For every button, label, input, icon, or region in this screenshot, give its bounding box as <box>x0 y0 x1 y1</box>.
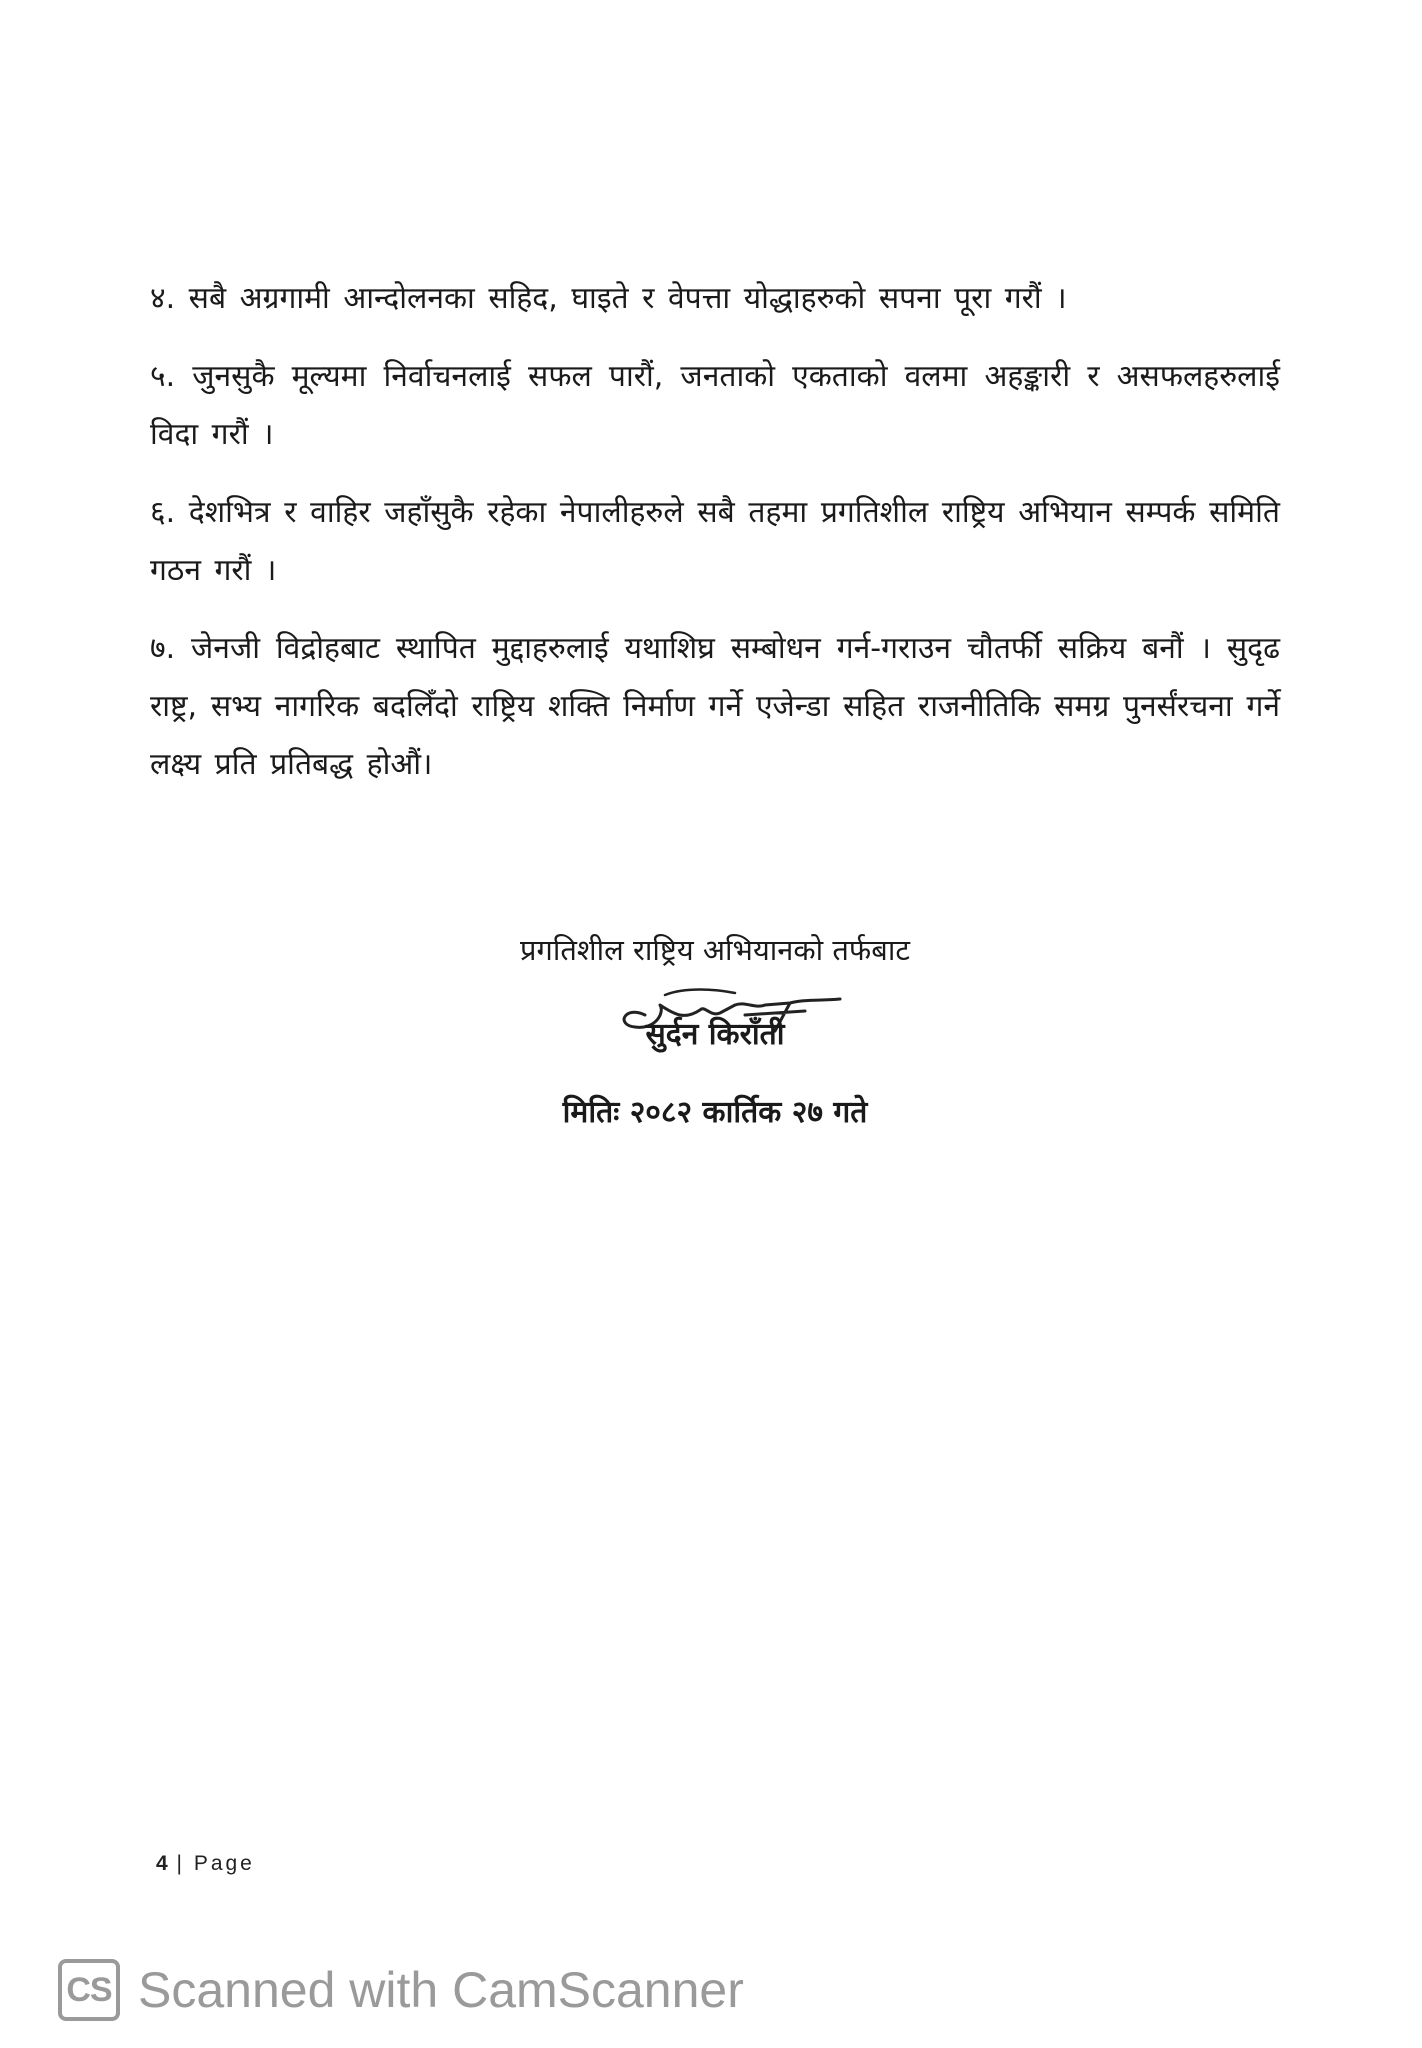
page-label: | Page <box>176 1852 255 1875</box>
watermark-text: Scanned with CamScanner <box>138 1962 744 2018</box>
page-footer <box>156 1852 255 1876</box>
document-body <box>150 270 1280 814</box>
paragraph-4: ४. सबै अग्रगामी आन्दोलनका सहिद, घाइते र वेपत्ता योद्धाहरुको सपना पूरा गरौं । <box>150 281 1067 316</box>
document-date: मितिः २०८२ कार्तिक २७ गते <box>562 1095 868 1130</box>
page-number: 4 <box>156 1852 168 1875</box>
scanner-watermark <box>58 1950 744 2030</box>
signatory-name: सुर्दन किराँती <box>645 1017 785 1052</box>
paragraph-6: ६. देशभित्र र वाहिर जहाँसुकै रहेका नेपालीहरुले सबै तहमा प्रगतिशील राष्ट्रिय अभियान सम्पर्क समिति गठन गरौं । <box>150 495 1280 588</box>
closing-organization: प्रगतिशील राष्ट्रिय अभियानको तर्फबाट <box>520 933 910 967</box>
paragraph-5: ५. जुनसुकै मूल्यमा निर्वाचनलाई सफल पारौं, जनताको एकताको वलमा अहङ्कारी र असफलहरुलाई विदा गरौं । <box>150 359 1280 452</box>
paragraph-7: ७. जेनजी विद्रोहबाट स्थापित मुद्दाहरुलाई यथाशिघ्र सम्बोधन गर्न-गराउन चौतर्फी सक्रिय बनौं । सुदृढ राष्ट्र, सभ्य नागरिक बदलिँदो राष्ट्रिय शक्ति निर्माण गर्ने एजेन्डा सहित राजनीतिकि समग्र पुनर्संरचना गर्ने लक्ष्य प्रति प्रतिबद्ध होऔं। <box>150 631 1280 782</box>
camscanner-logo-icon: CS <box>58 1959 120 2021</box>
